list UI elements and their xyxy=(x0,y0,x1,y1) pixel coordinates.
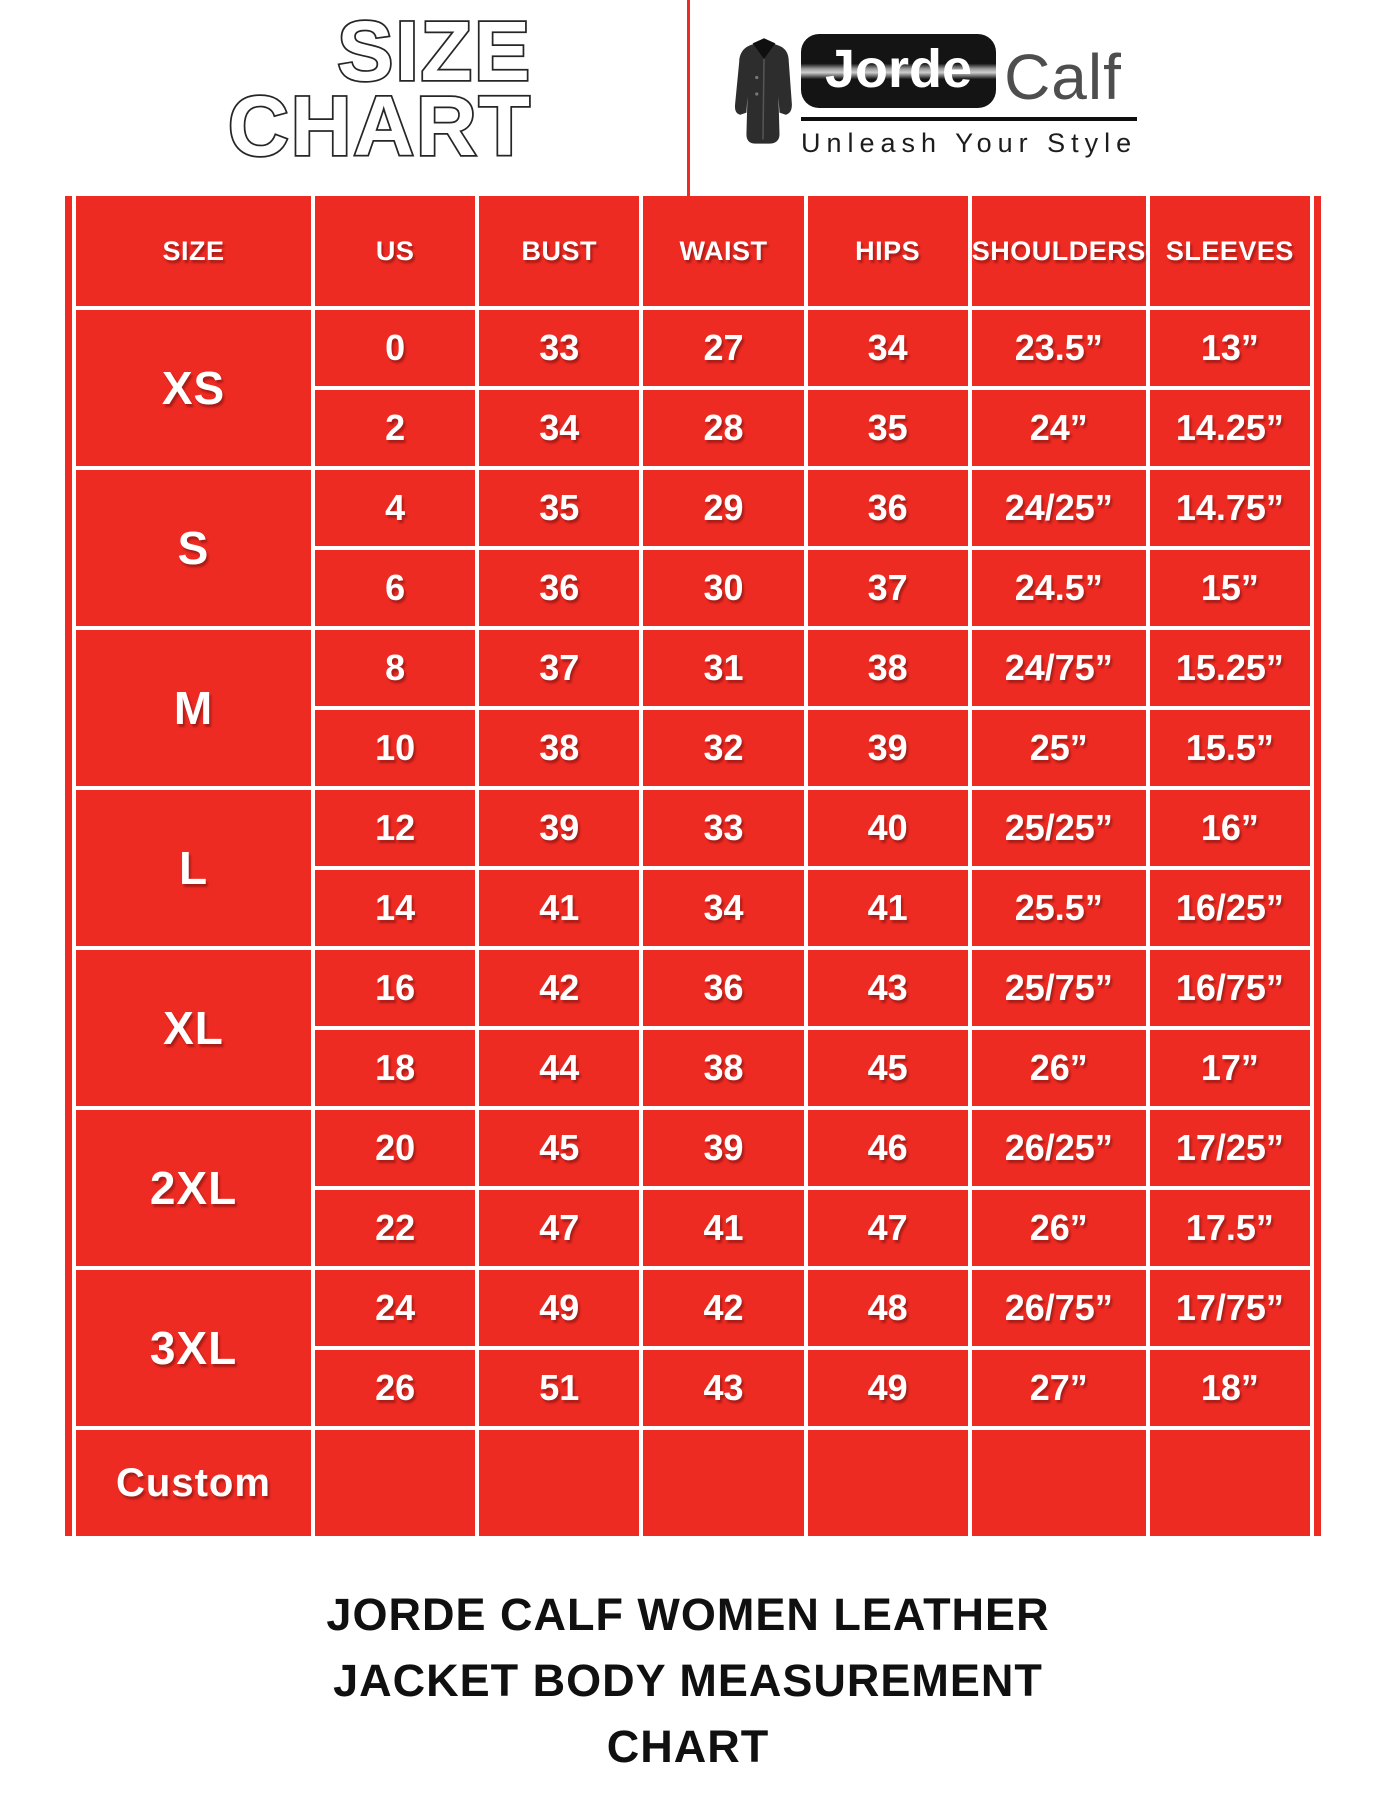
brand-name-primary: Jorde xyxy=(801,34,996,108)
measurement-cell: 38 xyxy=(479,710,639,786)
measurement-cell: 15.5” xyxy=(1150,710,1310,786)
measurement-cell: 41 xyxy=(643,1190,803,1266)
caption-line-1: JORDE CALF WOMEN LEATHER xyxy=(326,1589,1050,1640)
measurement-cell: 16/75” xyxy=(1150,950,1310,1026)
measurement-cell: 35 xyxy=(808,390,968,466)
measurement-cell: 26/75” xyxy=(972,1270,1146,1346)
table-left-edge-strip xyxy=(65,196,72,1536)
measurement-cell: 13” xyxy=(1150,310,1310,386)
measurement-cell: 36 xyxy=(643,950,803,1026)
measurement-cell: 14.25” xyxy=(1150,390,1310,466)
measurement-cell: 31 xyxy=(643,630,803,706)
measurement-cell: 0 xyxy=(315,310,475,386)
brand-logo xyxy=(733,34,1137,159)
measurement-cell: 25/25” xyxy=(972,790,1146,866)
size-group-cell-l: L xyxy=(76,790,311,946)
brand-tagline: Unleash Your Style xyxy=(801,128,1138,158)
column-header-waist: WAIST xyxy=(643,196,803,306)
measurement-cell: 8 xyxy=(315,630,475,706)
measurement-cell xyxy=(808,1430,968,1536)
measurement-cell: 42 xyxy=(479,950,639,1026)
measurement-cell: 28 xyxy=(643,390,803,466)
size-group-cell-m: M xyxy=(76,630,311,786)
measurement-cell: 39 xyxy=(479,790,639,866)
measurement-cell: 25.5” xyxy=(972,870,1146,946)
size-chart-headline xyxy=(0,4,532,173)
measurement-cell: 45 xyxy=(479,1110,639,1186)
measurement-cell: 14 xyxy=(315,870,475,946)
measurement-cell: 18 xyxy=(315,1030,475,1106)
size-group-cell-custom: Custom xyxy=(76,1430,311,1536)
measurement-cell xyxy=(1150,1430,1310,1536)
measurement-cell: 6 xyxy=(315,550,475,626)
measurement-cell: 43 xyxy=(808,950,968,1026)
measurement-cell: 24” xyxy=(972,390,1146,466)
headline-line-1: SIZE xyxy=(337,4,532,98)
size-group-cell-s: S xyxy=(76,470,311,626)
measurement-cell: 24 xyxy=(315,1270,475,1346)
measurement-cell xyxy=(643,1430,803,1536)
measurement-cell: 30 xyxy=(643,550,803,626)
brand-text-block xyxy=(801,34,1137,159)
measurement-cell: 39 xyxy=(808,710,968,786)
measurement-cell: 47 xyxy=(808,1190,968,1266)
measurement-cell: 34 xyxy=(479,390,639,466)
size-group-cell-3xl: 3XL xyxy=(76,1270,311,1426)
measurement-cell: 33 xyxy=(643,790,803,866)
brand-name-row xyxy=(801,34,1137,114)
measurement-cell: 2 xyxy=(315,390,475,466)
measurement-cell: 41 xyxy=(808,870,968,946)
brand-underline xyxy=(801,117,1137,121)
measurement-cell: 42 xyxy=(643,1270,803,1346)
measurement-cell: 26” xyxy=(972,1030,1146,1106)
header-divider-line xyxy=(687,0,690,196)
measurement-cell: 29 xyxy=(643,470,803,546)
measurement-cell: 23.5” xyxy=(972,310,1146,386)
headline-line-2: CHART xyxy=(228,79,532,173)
measurement-cell: 45 xyxy=(808,1030,968,1106)
column-header-shoulders: SHOULDERS xyxy=(972,196,1146,306)
measurement-cell: 4 xyxy=(315,470,475,546)
measurement-cell: 15” xyxy=(1150,550,1310,626)
measurement-cell: 24/25” xyxy=(972,470,1146,546)
measurement-cell: 37 xyxy=(479,630,639,706)
measurement-cell: 16 xyxy=(315,950,475,1026)
column-header-us: US xyxy=(315,196,475,306)
measurement-cell: 24/75” xyxy=(972,630,1146,706)
measurement-cell: 12 xyxy=(315,790,475,866)
measurement-cell: 39 xyxy=(643,1110,803,1186)
measurement-cell: 43 xyxy=(643,1350,803,1426)
measurement-cell: 26” xyxy=(972,1190,1146,1266)
measurement-cell: 17/75” xyxy=(1150,1270,1310,1346)
measurement-cell: 17/25” xyxy=(1150,1110,1310,1186)
size-group-cell-2xl: 2XL xyxy=(76,1110,311,1266)
measurement-cell: 16” xyxy=(1150,790,1310,866)
measurement-cell: 24.5” xyxy=(972,550,1146,626)
measurement-cell: 26 xyxy=(315,1350,475,1426)
measurement-cell xyxy=(479,1430,639,1536)
measurement-cell: 41 xyxy=(479,870,639,946)
measurement-cell: 40 xyxy=(808,790,968,866)
measurement-cell: 14.75” xyxy=(1150,470,1310,546)
column-header-sleeves: SLEEVES xyxy=(1150,196,1310,306)
measurement-cell: 32 xyxy=(643,710,803,786)
measurement-cell: 17” xyxy=(1150,1030,1310,1106)
measurement-cell: 34 xyxy=(643,870,803,946)
measurement-cell: 22 xyxy=(315,1190,475,1266)
measurement-cell: 17.5” xyxy=(1150,1190,1310,1266)
leather-jacket-icon xyxy=(733,34,795,152)
measurement-cell: 44 xyxy=(479,1030,639,1106)
measurement-cell: 10 xyxy=(315,710,475,786)
measurement-cell: 20 xyxy=(315,1110,475,1186)
measurement-cell: 35 xyxy=(479,470,639,546)
measurement-cell: 49 xyxy=(808,1350,968,1426)
measurement-cell: 49 xyxy=(479,1270,639,1346)
measurement-cell: 38 xyxy=(643,1030,803,1106)
measurement-cell: 27 xyxy=(643,310,803,386)
measurement-cell: 51 xyxy=(479,1350,639,1426)
measurement-cell: 37 xyxy=(808,550,968,626)
size-table-grid xyxy=(76,196,1310,1536)
column-header-bust: BUST xyxy=(479,196,639,306)
measurement-cell: 36 xyxy=(808,470,968,546)
measurement-cell: 18” xyxy=(1150,1350,1310,1426)
measurement-cell: 15.25” xyxy=(1150,630,1310,706)
measurement-cell: 27” xyxy=(972,1350,1146,1426)
measurement-cell: 16/25” xyxy=(1150,870,1310,946)
size-group-cell-xl: XL xyxy=(76,950,311,1106)
measurement-cell: 48 xyxy=(808,1270,968,1346)
measurement-cell: 26/25” xyxy=(972,1110,1146,1186)
measurement-cell xyxy=(315,1430,475,1536)
measurement-cell: 25/75” xyxy=(972,950,1146,1026)
measurement-cell: 38 xyxy=(808,630,968,706)
chart-caption xyxy=(0,1582,1376,1780)
measurement-cell xyxy=(972,1430,1146,1536)
size-chart-table xyxy=(65,196,1321,1536)
caption-line-2: JACKET BODY MEASUREMENT xyxy=(333,1655,1043,1706)
table-right-edge-strip xyxy=(1314,196,1321,1536)
measurement-cell: 25” xyxy=(972,710,1146,786)
brand-name-secondary: Calf xyxy=(1004,41,1122,114)
caption-line-3: CHART xyxy=(606,1721,770,1772)
measurement-cell: 34 xyxy=(808,310,968,386)
measurement-cell: 47 xyxy=(479,1190,639,1266)
column-header-size: SIZE xyxy=(76,196,311,306)
measurement-cell: 46 xyxy=(808,1110,968,1186)
measurement-cell: 36 xyxy=(479,550,639,626)
column-header-hips: HIPS xyxy=(808,196,968,306)
measurement-cell: 33 xyxy=(479,310,639,386)
size-group-cell-xs: XS xyxy=(76,310,311,466)
